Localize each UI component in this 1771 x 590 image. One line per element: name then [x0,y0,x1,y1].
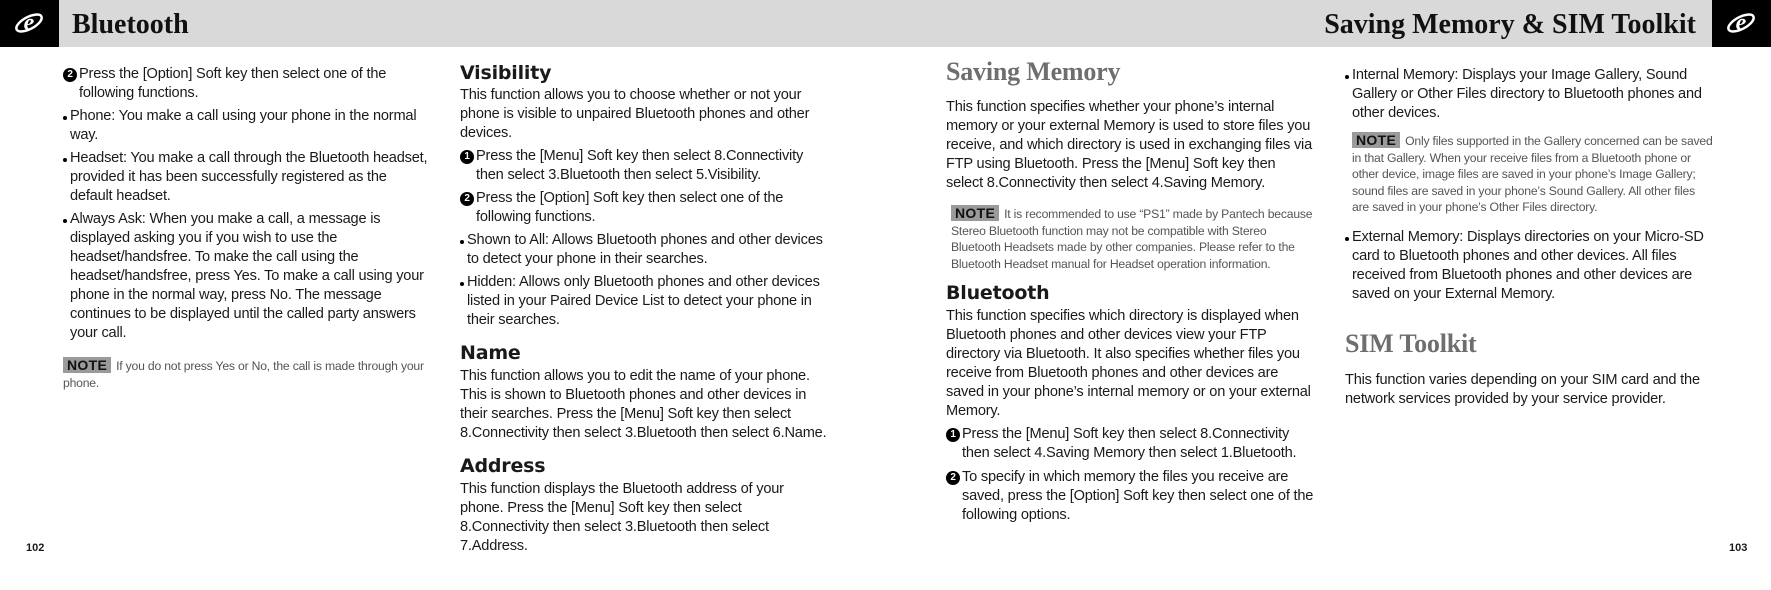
page-title-left: Bluetooth [72,9,189,40]
step-item [63,65,429,103]
name-text: This function allows you to edit the name of your phone. This is shown to Bluetooth phones and other devices in their searches. Press the [Menu] Soft key then select 8.Connectivity then select 3.Bluetooth then select 6.Name. [460,368,827,441]
step-text: Press the [Option] Soft key then select one of the following functions. [476,190,784,225]
bullet-text: External Memory: Displays directories on your Micro-SD card to Bluetooth phones and other devices. All files received from Bluetooth phones and other devices are saved on your External Memory. [1352,228,1704,302]
note [1345,132,1715,216]
sim-text: This function varies depending on your SIM card and the network services provided by your service provider. [1345,371,1700,407]
note-text: Only files supported in the Gallery concerned can be saved in that Gallery. When your receive files from a Bluetooth phone or other device, image files are saved in your phone’s Image Gallery; sound files are saved in your phone’s Sound Gallery. All other files are saved in your phone’s Other Files directory. [1352,134,1713,214]
section-heading-visibility: Visibility [460,62,552,84]
address-text: This function displays the Bluetooth address of your phone. Press the [Menu] Soft key then select 8.Connectivity then select 3.Bluetooth then select 7.Address. [460,481,784,554]
bullet-dot [1345,237,1349,241]
step-number: 2 [460,192,474,206]
bullet-dot [63,158,67,162]
bullet-text: Always Ask: When you make a call, a message is displayed asking you if you wish to use the headset/handsfree. To make the call using the headset/handsfree, press Yes. To make a call using your phone in the normal way, press No. The message continues to be displayed until the called party answers your call. [70,211,424,341]
bullet-dot [63,219,67,223]
step-item [460,147,830,185]
step-number: 1 [946,428,960,442]
bullet-dot [1345,75,1349,79]
step-number: 1 [460,150,474,164]
bullet-item [1345,228,1715,304]
note [946,205,1316,272]
bullet-dot [460,240,464,244]
bullet-item [63,107,429,145]
page-number-left: 102 [26,542,45,554]
column-3 [946,57,1316,525]
bullet-item [63,149,429,206]
note-label: NOTE [951,205,999,221]
bullet-text: Headset: You make a call through the Bluetooth headset, provided it has been successfully registered as the default headset. [70,150,428,204]
bullet-dot [460,282,464,286]
bullet-item [460,273,830,330]
step-item [946,468,1316,525]
section-heading-bluetooth: Bluetooth [946,282,1050,304]
step-text: Press the [Menu] Soft key then select 8.Connectivity then select 4.Saving Memory then select 1.Bluetooth. [962,426,1297,461]
bullet-dot [63,116,67,120]
bullet-item [460,231,830,269]
bullet-text: Internal Memory: Displays your Image Gallery, Sound Gallery or Other Files directory to Bluetooth phones and other devices. [1352,67,1702,121]
note-text: It is recommended to use “PS1” made by Pantech because Stereo Bluetooth function may not be compatible with Stereo Bluetooth Headsets made by other companies. Please refer to the Bluetooth Headset manual for Headset operation information. [951,207,1313,271]
column-1 [63,65,429,391]
bullet-item [63,210,429,343]
step-text: To specify in which memory the files you receive are saved, press the [Option] Soft key then select one of the following options. [962,469,1314,523]
step-item [460,189,830,227]
bullet-text: Shown to All: Allows Bluetooth phones and other devices to detect your phone in their searches. [467,232,823,267]
step-number: 2 [946,471,960,485]
header-bar-left [0,0,885,47]
saving-intro: This function specifies whether your phone’s internal memory or your external Memory is used to store files you receive, and which directory is used in exchanging files via FTP using Bluetooth. Press the [Menu] Soft key then select 8.Connectivity then select 4.Saving Memory. [946,99,1313,191]
section-heading-saving-memory: Saving Memory [946,57,1121,86]
section-heading-name: Name [460,342,521,364]
bluetooth-text: This function specifies which directory is displayed when Bluetooth phones and other devices view your FTP directory via Bluetooth. It also specifies whether files you receive from Bluetooth phones and other devices are saved in your phone’s internal memory or on your external Memory. [946,308,1311,419]
section-heading-sim-toolkit: SIM Toolkit [1345,328,1477,358]
page-number-right: 103 [1729,542,1748,554]
svg-text:e: e [1735,10,1747,36]
column-4 [1345,66,1715,409]
bullet-text: Hidden: Allows only Bluetooth phones and other devices listed in your Paired Device List to detect your phone in their searches. [467,274,820,328]
column-2 [460,64,830,556]
section-heading-address: Address [460,455,546,477]
internet-explorer-icon [0,0,59,47]
note-label: NOTE [63,357,111,373]
note-text: If you do not press Yes or No, the call is made through your phone. [63,359,424,390]
step-text: Press the [Option] Soft key then select one of the following functions. [79,66,387,101]
page-title-right: Saving Memory & SIM Toolkit [1324,9,1696,40]
step-number: 2 [63,68,77,82]
internet-explorer-icon [1712,0,1771,47]
header-bar-right [885,0,1771,47]
note [63,357,429,391]
step-item [946,425,1316,463]
svg-text:e: e [23,10,35,36]
step-text: Press the [Menu] Soft key then select 8.Connectivity then select 3.Bluetooth then select 5.Visibility. [476,148,804,183]
note-label: NOTE [1352,132,1400,148]
bullet-text: Phone: You make a call using your phone in the normal way. [70,108,417,143]
visibility-intro: This function allows you to choose whether or not your phone is visible to unpaired Bluetooth phones and other devices. [460,87,810,141]
bullet-item [1345,66,1715,123]
